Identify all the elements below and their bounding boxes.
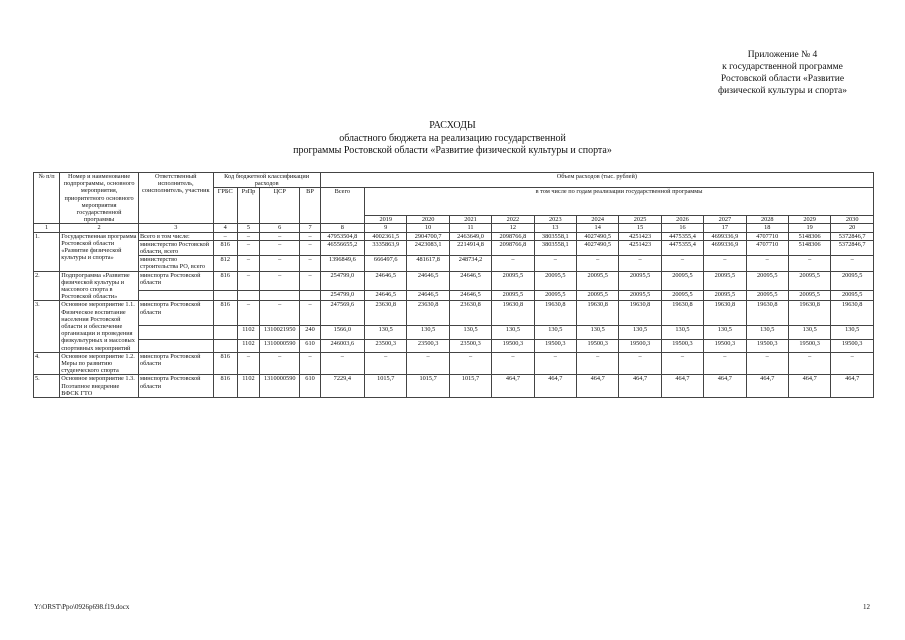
appendix-note [690, 49, 875, 97]
row-csr [260, 291, 300, 301]
row-year-value: 130,5 [661, 326, 703, 339]
column-number: 12 [492, 224, 534, 232]
header-executor: Ответственный исполнитель, соисполнитель, участник [138, 173, 213, 224]
row-year-value: 19500,3 [661, 339, 703, 352]
row-year-value: 130,5 [449, 326, 491, 339]
row-executor: минспорта Ростовской области [138, 375, 213, 398]
table-row [34, 271, 874, 290]
header-year: 2023 [534, 216, 576, 224]
row-executor: министерство строительства РО, всего [138, 256, 213, 271]
file-path: Y:\ORST\Ppo\0926p698.f19.docx [34, 603, 130, 611]
row-grbs [213, 326, 237, 339]
row-year-value: 20095,5 [704, 291, 746, 301]
table-row [34, 256, 874, 271]
row-number: 3. [34, 301, 60, 352]
row-year-value: 19500,3 [746, 339, 788, 352]
row-total: – [320, 352, 364, 375]
column-number: 16 [661, 224, 703, 232]
row-year-value: 130,5 [704, 326, 746, 339]
row-year-value: 464,7 [746, 375, 788, 398]
row-year-value: 24646,5 [449, 291, 491, 301]
row-year-value: – [746, 352, 788, 375]
row-rzpr: 1102 [237, 326, 259, 339]
row-rzpr: 1102 [237, 339, 259, 352]
row-csr: 1310021950 [260, 326, 300, 339]
row-year-value: 5372846,7 [831, 232, 874, 240]
header-by-years: в том числе по годам реализации государственной программы [365, 188, 874, 216]
row-year-value: – [534, 352, 576, 375]
row-vr: 240 [300, 326, 320, 339]
header-rzpr: РзПр [237, 188, 259, 224]
row-vr: – [300, 271, 320, 290]
row-vr: – [300, 256, 320, 271]
row-year-value: 2423083,1 [407, 240, 449, 255]
row-year-value: 20095,5 [492, 291, 534, 301]
row-year-value: 464,7 [661, 375, 703, 398]
row-csr: – [260, 256, 300, 271]
row-vr: – [300, 232, 320, 240]
header-year: 2020 [407, 216, 449, 224]
row-year-value: – [534, 256, 576, 271]
column-number: 9 [365, 224, 407, 232]
appendix-line-1: Приложение № 4 [747, 50, 818, 60]
row-rzpr [237, 291, 259, 301]
column-number: 17 [704, 224, 746, 232]
table-row [34, 291, 874, 301]
row-vr: – [300, 352, 320, 375]
row-number: 2. [34, 271, 60, 301]
row-executor: министерство Ростовской области, всего [138, 240, 213, 255]
row-year-value: 5148306 [788, 240, 830, 255]
header-volume: Объем расходов (тыс. рублей) [320, 173, 873, 188]
row-total: 254799,0 [320, 271, 364, 290]
header-budget-code: Код бюджетной классификации расходов [213, 173, 320, 188]
row-year-value: 20095,5 [492, 271, 534, 290]
row-year-value: 20095,5 [746, 271, 788, 290]
row-grbs: 816 [213, 375, 237, 398]
row-year-value: 19630,8 [831, 301, 874, 326]
row-name: Основное мероприятие 1.2. Меры по развитию студенческого спорта [60, 352, 139, 375]
row-year-value: 248734,2 [449, 256, 491, 271]
table-row [34, 352, 874, 375]
row-year-value: – [661, 256, 703, 271]
row-rzpr: – [237, 352, 259, 375]
row-grbs: 812 [213, 256, 237, 271]
row-year-value: 20095,5 [661, 291, 703, 301]
row-year-value: 19630,8 [492, 301, 534, 326]
column-number: 14 [577, 224, 619, 232]
row-year-value: 19500,3 [831, 339, 874, 352]
page-number: 12 [863, 603, 870, 611]
row-year-value: 4002361,5 [365, 232, 407, 240]
header-year: 2024 [577, 216, 619, 224]
row-vr: 610 [300, 339, 320, 352]
header-vr: ВР [300, 188, 320, 224]
row-csr: – [260, 301, 300, 326]
row-year-value: – [788, 352, 830, 375]
row-executor [138, 326, 213, 339]
row-year-value: 20095,5 [788, 291, 830, 301]
row-year-value: 19500,3 [492, 339, 534, 352]
header-csr: ЦСР [260, 188, 300, 224]
row-year-value: 19500,3 [577, 339, 619, 352]
row-year-value: 1015,7 [449, 375, 491, 398]
row-year-value: – [449, 352, 491, 375]
row-year-value: 19630,8 [788, 301, 830, 326]
row-grbs: 816 [213, 352, 237, 375]
row-year-value: – [619, 256, 661, 271]
row-year-value: 3335863,9 [365, 240, 407, 255]
row-year-value: 19630,8 [746, 301, 788, 326]
header-year: 2025 [619, 216, 661, 224]
row-total: 1566,0 [320, 326, 364, 339]
row-year-value: 4475355,4 [661, 240, 703, 255]
row-grbs: – [213, 232, 237, 240]
row-year-value: 20095,5 [788, 271, 830, 290]
header-total: Всего [320, 188, 364, 224]
row-year-value: 24646,5 [365, 291, 407, 301]
column-number: 6 [260, 224, 300, 232]
column-number: 7 [300, 224, 320, 232]
row-year-value: 5372846,7 [831, 240, 874, 255]
header-year: 2028 [746, 216, 788, 224]
row-csr: 1310000590 [260, 375, 300, 398]
header-year: 2019 [365, 216, 407, 224]
row-year-value: 19500,3 [704, 339, 746, 352]
row-year-value: 23630,8 [407, 301, 449, 326]
row-grbs: 816 [213, 240, 237, 255]
row-total: 254799,0 [320, 291, 364, 301]
row-year-value: – [831, 256, 874, 271]
row-grbs [213, 291, 237, 301]
row-year-value: 20095,5 [831, 291, 874, 301]
row-name: Основное мероприятие 1.1. Физическое воспитание населения Ростовской области и обеспечение организации и проведения физкультурных и массовых спортивных мероприятий [60, 301, 139, 352]
row-year-value: 20095,5 [746, 291, 788, 301]
row-number: 5. [34, 375, 60, 398]
row-year-value: – [704, 256, 746, 271]
title-line-1: РАСХОДЫ [429, 120, 476, 131]
row-year-value: – [661, 352, 703, 375]
row-year-value: – [492, 352, 534, 375]
row-year-value: 20095,5 [534, 291, 576, 301]
row-rzpr: – [237, 240, 259, 255]
row-year-value: 20095,5 [534, 271, 576, 290]
row-rzpr: – [237, 301, 259, 326]
row-rzpr: – [237, 256, 259, 271]
row-year-value: 24646,5 [449, 271, 491, 290]
row-total: 1396849,6 [320, 256, 364, 271]
row-year-value: – [831, 352, 874, 375]
table-row [34, 232, 874, 240]
row-year-value: 130,5 [788, 326, 830, 339]
row-number: 4. [34, 352, 60, 375]
header-year: 2029 [788, 216, 830, 224]
row-year-value: 23500,3 [407, 339, 449, 352]
row-executor [138, 339, 213, 352]
row-year-value: 4251423 [619, 240, 661, 255]
column-number: 13 [534, 224, 576, 232]
row-year-value: 130,5 [492, 326, 534, 339]
row-year-value: 481617,8 [407, 256, 449, 271]
row-year-value: 24646,5 [365, 271, 407, 290]
row-year-value: 4027490,5 [577, 240, 619, 255]
column-number: 15 [619, 224, 661, 232]
row-year-value: 19630,8 [534, 301, 576, 326]
row-year-value: – [365, 352, 407, 375]
table-header [34, 173, 874, 233]
row-vr: – [300, 240, 320, 255]
row-year-value: – [492, 256, 534, 271]
expenses-table [33, 172, 874, 398]
appendix-line-3: Ростовской области «Развитие [720, 74, 845, 84]
row-year-value: 464,7 [492, 375, 534, 398]
table-row [34, 301, 874, 326]
column-number: 8 [320, 224, 364, 232]
row-year-value: 3803558,1 [534, 232, 576, 240]
row-executor: минспорта Ростовской области [138, 271, 213, 290]
row-year-value: 4475355,4 [661, 232, 703, 240]
row-csr: 1310000590 [260, 339, 300, 352]
row-year-value: 19630,8 [661, 301, 703, 326]
row-total: 47953504,8 [320, 232, 364, 240]
appendix-line-4: физической культуры и спорта» [717, 86, 848, 96]
table-row [34, 375, 874, 398]
column-number: 19 [788, 224, 830, 232]
row-executor: Всего в том числе: [138, 232, 213, 240]
appendix-line-2: к государственной программе [722, 62, 843, 72]
row-year-value: 19500,3 [788, 339, 830, 352]
table-row [34, 339, 874, 352]
row-year-value: 1015,7 [365, 375, 407, 398]
row-year-value: 23630,8 [449, 301, 491, 326]
column-number: 10 [407, 224, 449, 232]
row-rzpr: – [237, 232, 259, 240]
row-year-value: 2904700,7 [407, 232, 449, 240]
row-year-value: 19630,8 [704, 301, 746, 326]
table-body [34, 232, 874, 397]
row-year-value: 666497,6 [365, 256, 407, 271]
row-year-value: 20095,5 [619, 291, 661, 301]
header-year: 2026 [661, 216, 703, 224]
row-vr: 610 [300, 375, 320, 398]
row-year-value: – [577, 352, 619, 375]
column-number: 3 [138, 224, 213, 232]
column-number: 5 [237, 224, 259, 232]
row-rzpr: – [237, 271, 259, 290]
row-name: Государственная программа Ростовской области «Развитие физической культуры и спорта» [60, 232, 139, 271]
row-total: 246003,6 [320, 339, 364, 352]
row-executor [138, 291, 213, 301]
column-number: 11 [449, 224, 491, 232]
row-csr: – [260, 271, 300, 290]
row-grbs [213, 339, 237, 352]
row-year-value: 464,7 [619, 375, 661, 398]
row-year-value: 130,5 [619, 326, 661, 339]
row-csr: – [260, 352, 300, 375]
row-year-value: 24646,5 [407, 291, 449, 301]
row-year-value: 1015,7 [407, 375, 449, 398]
row-year-value: 24646,5 [407, 271, 449, 290]
row-year-value: 19500,3 [619, 339, 661, 352]
table-row [34, 240, 874, 255]
row-year-value: 3803558,1 [534, 240, 576, 255]
row-year-value: 464,7 [788, 375, 830, 398]
row-year-value: – [704, 352, 746, 375]
row-year-value: 4027490,5 [577, 232, 619, 240]
row-year-value: 4699336,9 [704, 240, 746, 255]
row-executor: минспорта Ростовской области [138, 301, 213, 326]
row-grbs: 816 [213, 301, 237, 326]
column-number: 4 [213, 224, 237, 232]
row-year-value: 464,7 [831, 375, 874, 398]
column-number: 20 [831, 224, 874, 232]
row-year-value: 20095,5 [619, 271, 661, 290]
row-year-value: – [619, 352, 661, 375]
title-line-3: программы Ростовской области «Развитие физической культуры и спорта» [293, 145, 612, 156]
row-year-value: 23630,8 [365, 301, 407, 326]
row-year-value: 464,7 [577, 375, 619, 398]
row-csr: – [260, 232, 300, 240]
row-name: Основное мероприятие 1.3. Поэтапное внедрение ВФСК ГТО [60, 375, 139, 398]
row-year-value: 19630,8 [577, 301, 619, 326]
row-year-value: 2463649,0 [449, 232, 491, 240]
row-year-value: 20095,5 [577, 291, 619, 301]
row-year-value: 130,5 [407, 326, 449, 339]
row-grbs: 816 [213, 271, 237, 290]
row-year-value: – [577, 256, 619, 271]
row-year-value: 130,5 [746, 326, 788, 339]
row-year-value: 20095,5 [661, 271, 703, 290]
row-year-value: 20095,5 [831, 271, 874, 290]
row-year-value: 130,5 [577, 326, 619, 339]
row-year-value: – [788, 256, 830, 271]
row-year-value: – [746, 256, 788, 271]
row-year-value: 4707710 [746, 240, 788, 255]
row-year-value: 4699336,9 [704, 232, 746, 240]
title-line-2: областного бюджета на реализацию государственной [339, 132, 566, 144]
header-grbs: ГРБС [213, 188, 237, 224]
header-year: 2021 [449, 216, 491, 224]
row-total: 247569,6 [320, 301, 364, 326]
header-name: Номер и наименование подпрограммы, основного мероприятия, приоритетного основного мероприятия государственной программы [60, 173, 139, 224]
row-number: 1. [34, 232, 60, 271]
row-year-value: 23500,3 [449, 339, 491, 352]
row-year-value: 2214914,8 [449, 240, 491, 255]
header-year: 2027 [704, 216, 746, 224]
row-year-value: 2098766,8 [492, 240, 534, 255]
row-vr: – [300, 301, 320, 326]
row-year-value: 4707710 [746, 232, 788, 240]
row-year-value: 464,7 [534, 375, 576, 398]
column-numbers-row [34, 224, 874, 232]
column-number: 1 [34, 224, 60, 232]
row-csr: – [260, 240, 300, 255]
row-year-value: 20095,5 [704, 271, 746, 290]
header-year: 2022 [492, 216, 534, 224]
document-title [0, 120, 905, 158]
row-rzpr: 1102 [237, 375, 259, 398]
row-total: 7229,4 [320, 375, 364, 398]
header-year: 2030 [831, 216, 874, 224]
row-year-value: – [407, 352, 449, 375]
row-vr [300, 291, 320, 301]
row-year-value: 4251423 [619, 232, 661, 240]
column-number: 18 [746, 224, 788, 232]
header-num: № п/п [34, 173, 60, 224]
row-year-value: 2098766,8 [492, 232, 534, 240]
row-year-value: 130,5 [831, 326, 874, 339]
row-year-value: 19500,3 [534, 339, 576, 352]
row-year-value: 130,5 [365, 326, 407, 339]
table-row [34, 326, 874, 339]
row-name: Подпрограмма «Развитие физической культуры и массового спорта в Ростовской области» [60, 271, 139, 301]
row-year-value: 5148306 [788, 232, 830, 240]
row-executor: минспорта Ростовской области [138, 352, 213, 375]
row-year-value: 19630,8 [619, 301, 661, 326]
row-year-value: 23500,3 [365, 339, 407, 352]
column-number: 2 [60, 224, 139, 232]
row-year-value: 464,7 [704, 375, 746, 398]
row-year-value: 20095,5 [577, 271, 619, 290]
row-total: 46556655,2 [320, 240, 364, 255]
row-year-value: 130,5 [534, 326, 576, 339]
